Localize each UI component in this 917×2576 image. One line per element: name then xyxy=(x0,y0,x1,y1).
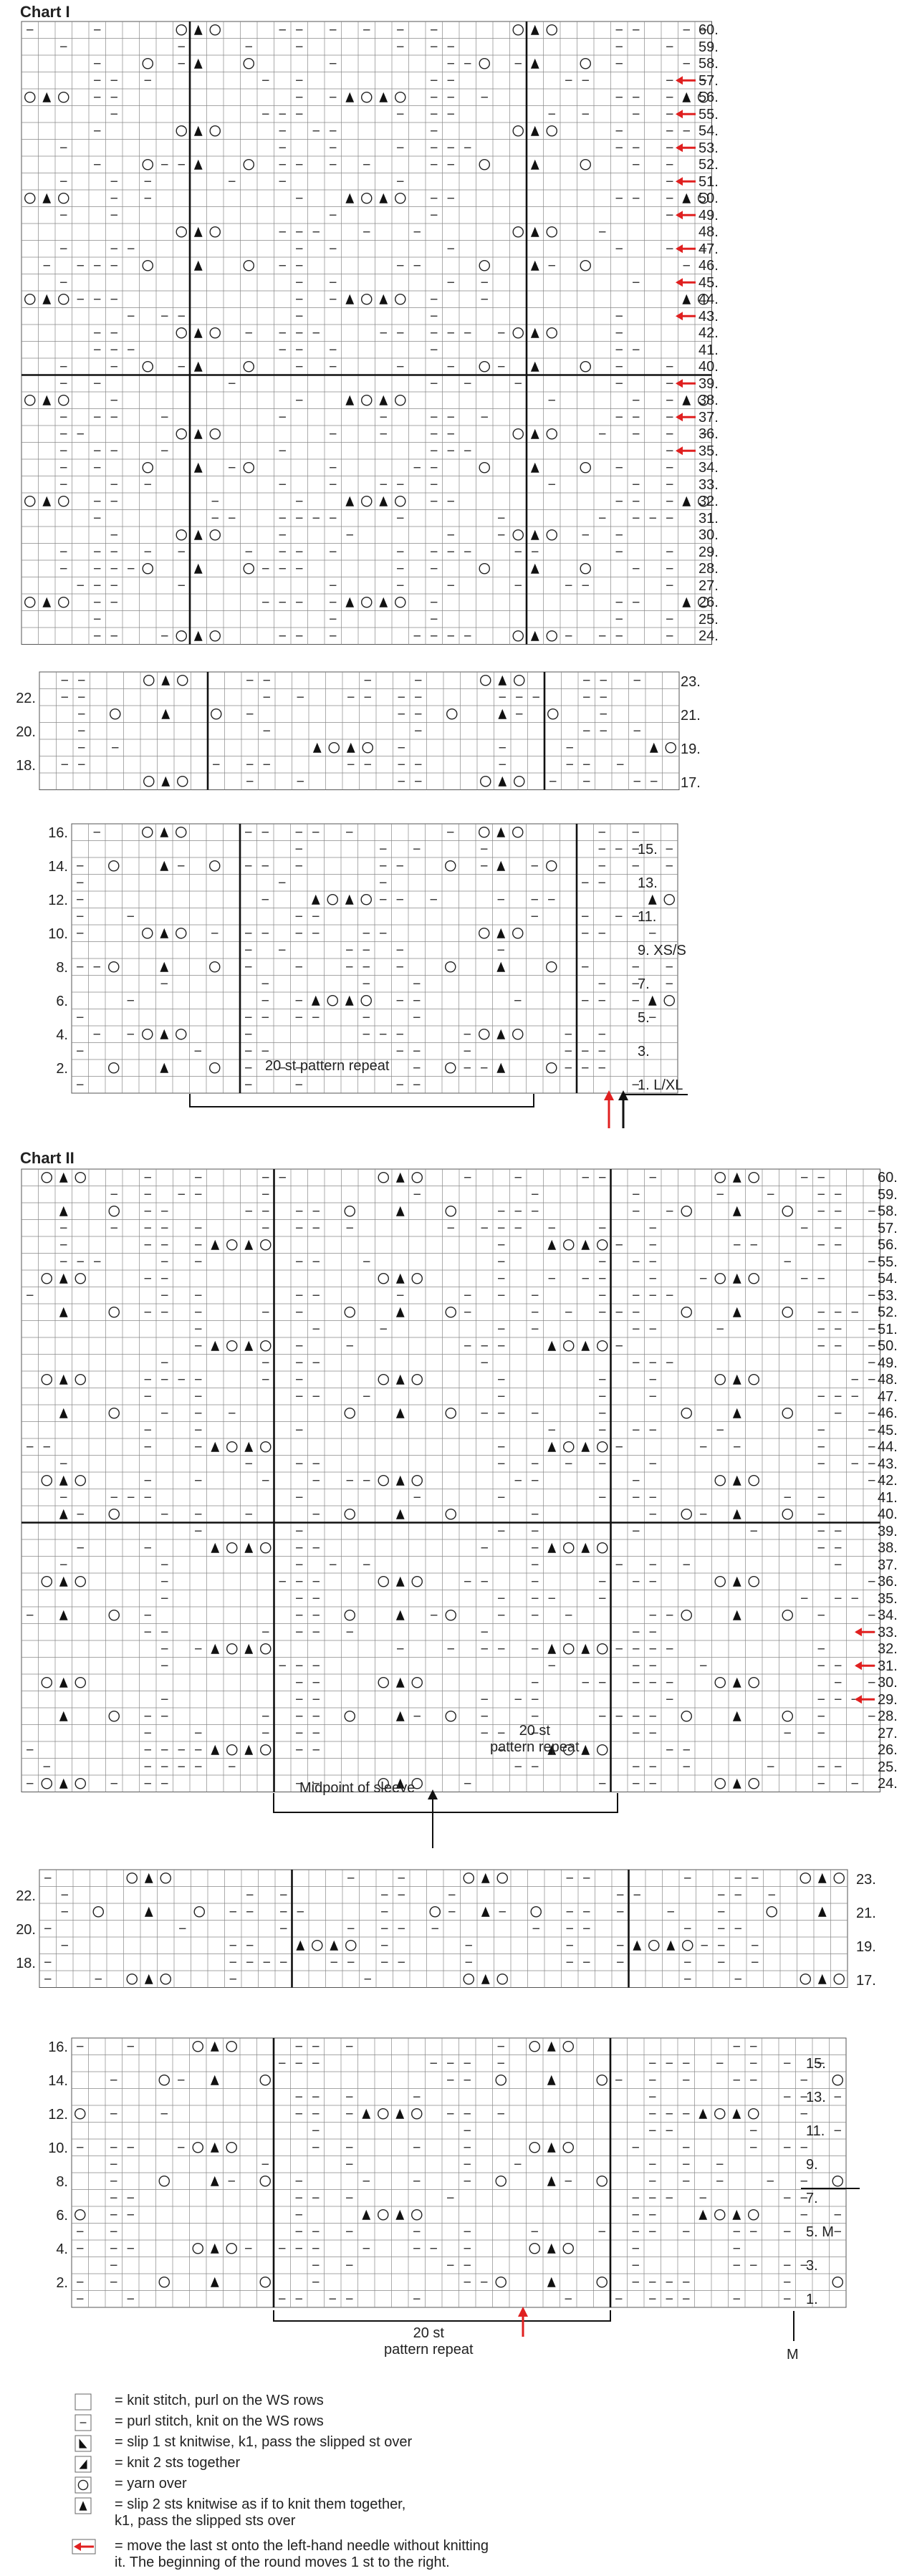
chart-2-title: Chart II xyxy=(20,1149,75,1167)
legend-text-skpo: = slip 1 st knitwise, k1, pass the slipped st over xyxy=(115,2434,413,2450)
legend-text-double-decrease: = slip 2 sts knitwise as if to knit them together, k1, pass the slipped sts over xyxy=(115,2496,406,2529)
legend-text-purl: = purl stitch, knit on the WS rows xyxy=(115,2413,324,2429)
legend-text-knit: = knit stitch, purl on the WS rows xyxy=(115,2393,324,2408)
legend-text-yo: = yarn over xyxy=(115,2476,187,2491)
midpoint-of-sleeve-label: Midpoint of sleeve xyxy=(299,1780,416,1796)
chart-2-repeat-label-bottom: 20 st pattern repeat xyxy=(384,2325,474,2358)
chart-1-title: Chart I xyxy=(20,3,70,21)
chart-2-top-grid xyxy=(21,1169,880,1792)
chart-2-mid-grid xyxy=(39,1870,848,1988)
chart-1-low-grid xyxy=(72,824,678,1093)
chart-1-repeat-label: 20 st pattern repeat xyxy=(265,1058,390,1074)
chart-1-top-grid xyxy=(21,21,712,645)
chart-2-low-grid xyxy=(72,2038,846,2307)
knit-stitch-symbol xyxy=(75,2394,91,2410)
legend-text-k2tog: = knit 2 sts together xyxy=(115,2455,241,2471)
chart-1-mid-grid xyxy=(39,672,679,790)
marker-m-label: M xyxy=(787,2347,799,2363)
legend-symbols xyxy=(72,2394,95,2554)
legend-text-move-stitch: = move the last st onto the left-hand needle without knitting it. The beginning of the round moves 1 st to the right. xyxy=(115,2538,489,2570)
yarn-over-symbol xyxy=(75,2477,91,2493)
chart-2-repeat-label-top: 20 st pattern repeat xyxy=(490,1723,580,1755)
